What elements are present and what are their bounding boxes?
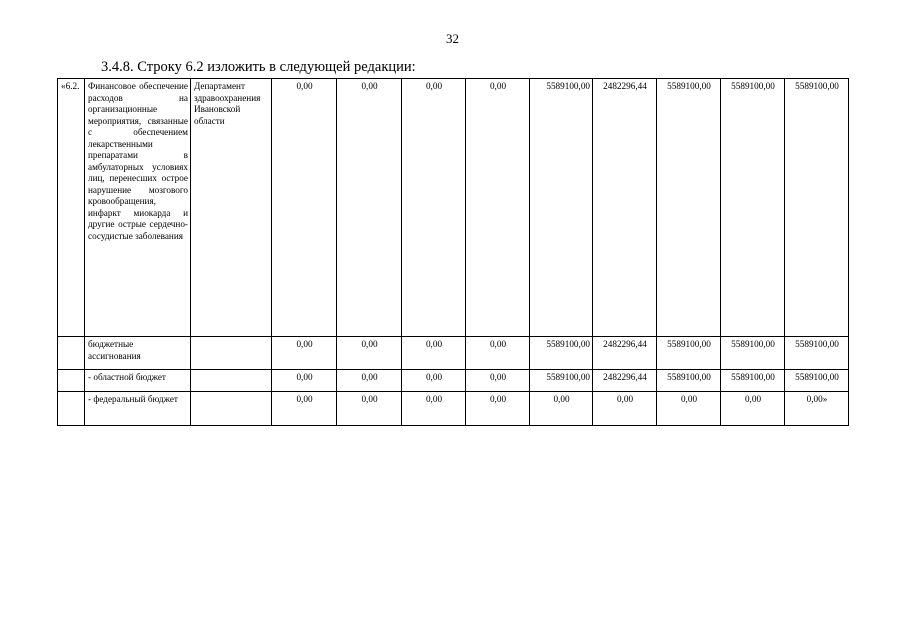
row-code [58,392,85,426]
value-cell: 5589100,00 [530,79,593,337]
value-cell: 0,00 [721,392,785,426]
value-cell: 5589100,00 [530,337,593,370]
row-executor [191,392,272,426]
section-heading: 3.4.8. Строку 6.2 изложить в следующей редакции: [101,59,416,75]
value-cell: 5589100,00 [785,370,849,392]
row-name: бюджетные ассигнования [85,337,191,370]
value-cell: 5589100,00 [657,79,721,337]
value-cell: 0,00 [337,79,402,337]
value-cell: 0,00 [402,337,466,370]
value-cell: 5589100,00 [785,337,849,370]
value-cell: 2482296,44 [593,79,657,337]
value-cell: 5589100,00 [721,79,785,337]
row-executor: Департамент здравоохранения Ивановской области [191,79,272,337]
value-cell: 2482296,44 [593,337,657,370]
row-code [58,370,85,392]
row-executor [191,337,272,370]
table-row [58,370,849,392]
value-cell: 0,00 [402,79,466,337]
table-row [58,337,849,370]
value-cell: 0,00 [272,392,337,426]
value-cell: 0,00 [466,392,530,426]
program-table [57,78,849,426]
value-cell: 0,00 [272,79,337,337]
table-row [58,79,849,337]
value-cell: 0,00 [466,337,530,370]
value-cell: 0,00 [657,392,721,426]
row-name: Финансовое обеспечение расходов на организационные мероприятия, связанные с обеспечением лекарственными препаратами в амбулаторных условиях лиц, перенесших острое нарушение мозгового кровообращения, инфаркт миокарда и другие острые сердечно-сосудистые заболевания [85,79,191,337]
value-cell: 5589100,00 [721,370,785,392]
value-cell: 0,00 [402,370,466,392]
value-cell: 0,00 [272,337,337,370]
page-number: 32 [446,31,459,46]
value-cell: 0,00 [337,392,402,426]
value-cell: 0,00» [785,392,849,426]
value-cell: 0,00 [337,337,402,370]
value-cell: 5589100,00 [721,337,785,370]
value-cell: 5589100,00 [657,370,721,392]
table-row [58,392,849,426]
row-name: - областной бюджет [85,370,191,392]
value-cell: 2482296,44 [593,370,657,392]
value-cell: 5589100,00 [657,337,721,370]
value-cell: 0,00 [337,370,402,392]
value-cell: 0,00 [272,370,337,392]
value-cell: 0,00 [402,392,466,426]
value-cell: 0,00 [466,370,530,392]
value-cell: 5589100,00 [785,79,849,337]
row-code: «6.2. [58,79,85,337]
value-cell: 0,00 [530,392,593,426]
row-code [58,337,85,370]
row-name: - федеральный бюджет [85,392,191,426]
value-cell: 5589100,00 [530,370,593,392]
value-cell: 0,00 [593,392,657,426]
value-cell: 0,00 [466,79,530,337]
row-executor [191,370,272,392]
